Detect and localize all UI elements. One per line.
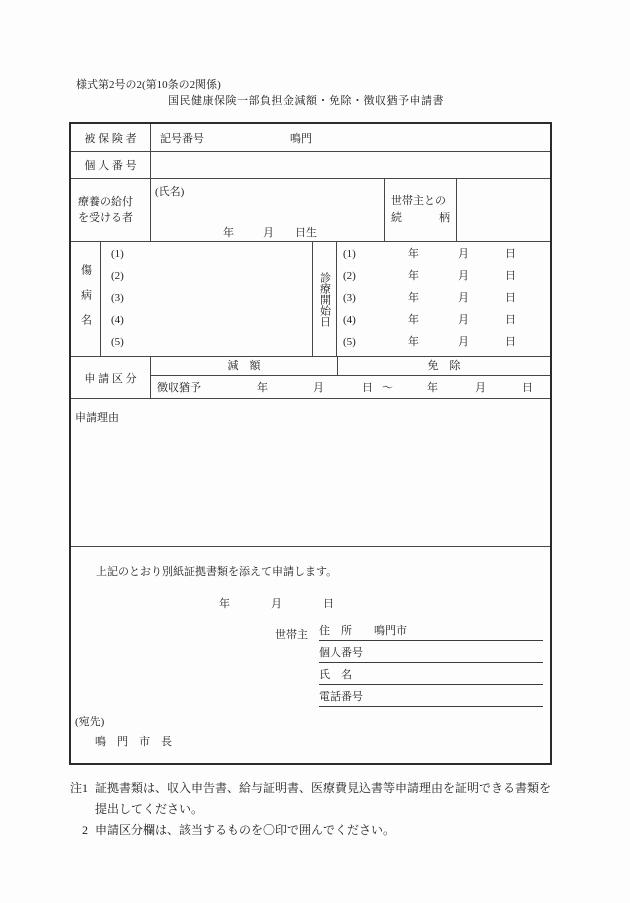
category-option-row xyxy=(151,357,550,376)
month-unit: 月 xyxy=(458,248,469,260)
householder-fields xyxy=(319,619,543,707)
row-reason xyxy=(71,399,550,547)
treatment-start-label: 診療開始日 xyxy=(318,271,331,327)
note-line: 証拠書類は、収入申告書、給与証明書、医療費見込書等申請理由を証明できる書類を xyxy=(95,781,552,795)
insured-label: 被 保 険 者 xyxy=(71,124,151,151)
row-insured xyxy=(71,124,550,152)
recipient-birthdate-line xyxy=(151,224,384,238)
month-unit: 月 xyxy=(313,382,324,394)
relation-label-line2 xyxy=(391,210,450,227)
year-unit: 年 xyxy=(408,336,419,348)
day-unit: 日 xyxy=(505,270,516,282)
treatment-date-row xyxy=(337,243,550,265)
relation-char1: 続 xyxy=(391,212,402,224)
recipient-name-label: (氏名) xyxy=(155,186,185,198)
date-row-num: (4) xyxy=(343,314,356,326)
disease-name-row: (1) xyxy=(111,248,124,260)
treatment-date-row xyxy=(337,287,550,309)
note-number: 2 xyxy=(82,823,88,837)
application-form-table xyxy=(69,122,552,765)
note-text xyxy=(95,820,565,841)
field-phone xyxy=(319,685,543,707)
reason-field xyxy=(71,399,550,546)
recipient-label xyxy=(71,179,151,241)
field-address xyxy=(319,619,543,641)
month-unit: 月 xyxy=(475,382,486,394)
note-line: 提出してください。 xyxy=(95,802,204,816)
treatment-date-row xyxy=(337,309,550,331)
row-category xyxy=(71,357,550,399)
year-unit: 年 xyxy=(427,382,438,394)
year-unit: 年 xyxy=(408,314,419,326)
field-personal-number xyxy=(319,641,543,663)
row-personal-number xyxy=(71,152,550,179)
day-unit: 日 xyxy=(522,382,533,394)
disease-name-row: (5) xyxy=(111,336,124,348)
symbol-number-value: 鳴門 xyxy=(290,132,312,145)
note-number: 注1 xyxy=(69,781,88,795)
recipient-name-cell xyxy=(151,179,385,241)
month-unit: 月 xyxy=(458,336,469,348)
form-title: 国民健康保険一部負担金減額・免除・徴収猶予申請書 xyxy=(168,95,444,107)
field-label: 個人番号 xyxy=(319,647,363,659)
month-unit: 月 xyxy=(458,314,469,326)
personal-number-label: 個 人 番 号 xyxy=(71,152,151,178)
year-unit: 年 xyxy=(408,270,419,282)
category-option-deferral: 徴収猶予 xyxy=(157,382,201,394)
recipient-label-line2: を受ける者 xyxy=(78,212,133,224)
disease-name-row: (2) xyxy=(111,270,124,282)
disease-name-list xyxy=(101,242,313,356)
tilde-range-mark: ～ xyxy=(382,382,393,394)
month-unit: 月 xyxy=(271,598,282,610)
year-unit: 年 xyxy=(219,598,230,610)
birth-month-unit: 月 xyxy=(263,227,274,239)
birth-day-unit: 日生 xyxy=(295,227,317,239)
addressee-prefix: (宛先) xyxy=(75,716,105,728)
declaration-statement: 上記のとおり別紙証拠書類を添えて申請します。 xyxy=(96,566,338,578)
category-label: 申 請 区 分 xyxy=(71,357,151,398)
date-row-num: (1) xyxy=(343,248,356,260)
note-2 xyxy=(68,820,565,841)
relation-char2: 柄 xyxy=(439,212,450,224)
note-text xyxy=(95,778,565,820)
day-unit: 日 xyxy=(323,598,334,610)
symbol-number-label: 記号番号 xyxy=(160,132,204,145)
day-unit: 日 xyxy=(505,314,516,326)
row-declaration xyxy=(71,547,550,763)
insured-number-cell xyxy=(151,124,550,151)
treatment-start-label-cell xyxy=(313,242,337,356)
day-unit: 日 xyxy=(505,292,516,304)
month-unit: 月 xyxy=(458,270,469,282)
disease-name-row: (3) xyxy=(111,292,124,304)
treatment-date-row xyxy=(337,265,550,287)
category-option-reduction: 減 額 xyxy=(151,357,338,375)
field-value: 鳴門市 xyxy=(374,625,407,637)
treatment-start-date-list xyxy=(337,242,550,356)
treatment-date-row xyxy=(337,331,550,353)
field-name xyxy=(319,663,543,685)
field-label: 氏 名 xyxy=(319,669,352,681)
recipient-label-line1: 療養の給付 xyxy=(78,196,133,208)
category-option-deferral-row xyxy=(151,376,550,398)
date-row-num: (2) xyxy=(343,270,356,282)
declaration-date-line xyxy=(71,595,550,609)
relation-label-line1: 世帯主との xyxy=(391,195,446,207)
note-line: 申請区分欄は、該当するものを〇印で囲んでください。 xyxy=(95,823,396,837)
relation-value-field xyxy=(457,179,550,241)
footer-notes xyxy=(68,778,565,841)
field-label: 電話番号 xyxy=(319,691,363,703)
form-code: 様式第2号の2(第10条の2関係) xyxy=(76,79,221,91)
year-unit: 年 xyxy=(408,248,419,260)
year-unit: 年 xyxy=(257,382,268,394)
date-row-num: (3) xyxy=(343,292,356,304)
householder-label: 世帯主 xyxy=(275,629,308,641)
day-unit: 日 xyxy=(505,248,516,260)
relation-label-cell xyxy=(385,179,457,241)
addressee-mayor: 鳴 門 市 長 xyxy=(95,736,172,748)
day-unit: 日 xyxy=(362,382,373,394)
reason-label: 申請理由 xyxy=(75,412,119,424)
category-options xyxy=(151,357,550,398)
row-recipient xyxy=(71,179,550,242)
category-option-exemption: 免 除 xyxy=(427,360,461,372)
disease-label: 傷病名 xyxy=(79,263,92,339)
disease-label-cell xyxy=(71,242,101,356)
note-1 xyxy=(68,778,565,820)
month-unit: 月 xyxy=(458,292,469,304)
date-row-num: (5) xyxy=(343,336,356,348)
field-label: 住 所 xyxy=(319,625,352,637)
year-unit: 年 xyxy=(408,292,419,304)
day-unit: 日 xyxy=(505,336,516,348)
row-disease xyxy=(71,242,550,357)
birth-year-unit: 年 xyxy=(223,227,234,239)
personal-number-field xyxy=(151,152,550,178)
disease-name-row: (4) xyxy=(111,314,124,326)
